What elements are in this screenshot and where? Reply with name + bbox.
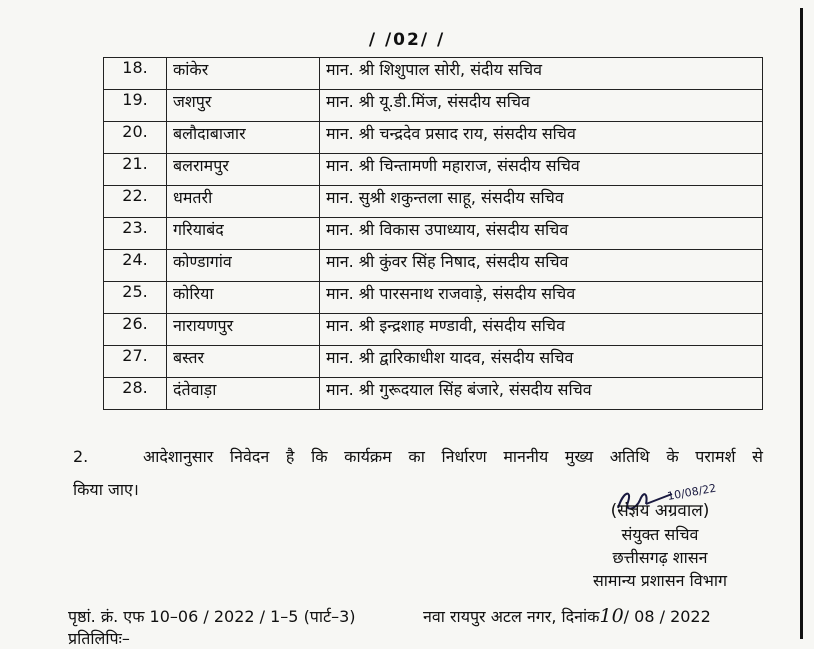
paragraph-number: 2. [73, 447, 89, 466]
serial-number-cell: 23. [104, 218, 167, 250]
table-row [104, 122, 763, 154]
copy-to-label: प्रतिलिपिः– [68, 629, 130, 648]
serial-number-cell: 28. [104, 378, 167, 410]
district-officials-table [103, 57, 763, 410]
page-edge [800, 8, 803, 639]
serial-number-cell: 27. [104, 346, 167, 378]
date-day: 10 [599, 605, 624, 627]
place-date [423, 605, 711, 627]
district-cell: नारायणपुर [167, 314, 320, 346]
signatory-block [540, 500, 780, 592]
district-cell: बलरामपुर [167, 154, 320, 186]
district-cell: कोरिया [167, 282, 320, 314]
official-cell: मान. श्री गुरूदयाल सिंह बंजारे, संसदीय सचिव [320, 378, 763, 410]
table-row [104, 378, 763, 410]
table-row [104, 250, 763, 282]
serial-number-cell: 21. [104, 154, 167, 186]
official-cell: मान. श्री द्वारिकाधीश यादव, संसदीय सचिव [320, 346, 763, 378]
district-cell: बस्तर [167, 346, 320, 378]
serial-number-cell: 25. [104, 282, 167, 314]
official-cell: मान. श्री इन्द्रशाह मण्डावी, संसदीय सचिव [320, 314, 763, 346]
serial-number-cell: 24. [104, 250, 167, 282]
signatory-name: (संज्ञय अग्रवाल) [610, 501, 710, 521]
table-row [104, 282, 763, 314]
district-cell: जशपुर [167, 90, 320, 122]
table-row [104, 218, 763, 250]
page-number: / /02/ / [368, 30, 446, 50]
signatory-department: सामान्य प्रशासन विभाग [592, 571, 728, 590]
reference-number: पृष्ठां. क्रं. एफ 10–06 / 2022 / 1–5 (पार्ट–3) [68, 607, 356, 626]
signatory-government: छत्तीसगढ़ शासन [612, 548, 708, 567]
official-cell: मान. श्री पारसनाथ राजवाड़े, संसदीय सचिव [320, 282, 763, 314]
district-cell: दंतेवाड़ा [167, 378, 320, 410]
official-cell: मान. श्री यू.डी.मिंज, संसदीय सचिव [320, 90, 763, 122]
official-cell: मान. श्री विकास उपाध्याय, संसदीय सचिव [320, 218, 763, 250]
signatory-designation: संयुक्त सचिव [621, 525, 699, 544]
date-rest: / 08 / 2022 [623, 607, 711, 626]
paragraph-line-1 [73, 440, 763, 473]
official-cell: मान. सुश्री शकुन्तला साहू, संसदीय सचिव [320, 186, 763, 218]
table-row [104, 154, 763, 186]
paragraph-text: आदेशानुसार निवेदन है कि कार्यक्रम का निर्धारण माननीय मुख्य अतिथि के परामर्श से [143, 447, 763, 466]
district-cell: कांकेर [167, 58, 320, 90]
table-row [104, 314, 763, 346]
paragraph-line-2: किया जाए। [73, 480, 139, 499]
official-cell: मान. श्री चन्द्रदेव प्रसाद राय, संसदीय सचिव [320, 122, 763, 154]
table-row [104, 186, 763, 218]
place-label: नवा रायपुर अटल नगर, दिनांक [423, 607, 600, 626]
signature-date: 10/08/22 [666, 481, 718, 503]
serial-number-cell: 20. [104, 122, 167, 154]
serial-number-cell: 26. [104, 314, 167, 346]
district-cell: बलौदाबाजार [167, 122, 320, 154]
serial-number-cell: 22. [104, 186, 167, 218]
table-row [104, 90, 763, 122]
serial-number-cell: 18. [104, 58, 167, 90]
official-cell: मान. श्री चिन्तामणी महाराज, संसदीय सचिव [320, 154, 763, 186]
table-row [104, 58, 763, 90]
district-cell: धमतरी [167, 186, 320, 218]
official-cell: मान. श्री कुंवर सिंह निषाद, संसदीय सचिव [320, 250, 763, 282]
serial-number-cell: 19. [104, 90, 167, 122]
official-cell: मान. श्री शिशुपाल सोरी, संदीय सचिव [320, 58, 763, 90]
district-cell: कोण्डागांव [167, 250, 320, 282]
district-cell: गरियाबंद [167, 218, 320, 250]
table-row [104, 346, 763, 378]
